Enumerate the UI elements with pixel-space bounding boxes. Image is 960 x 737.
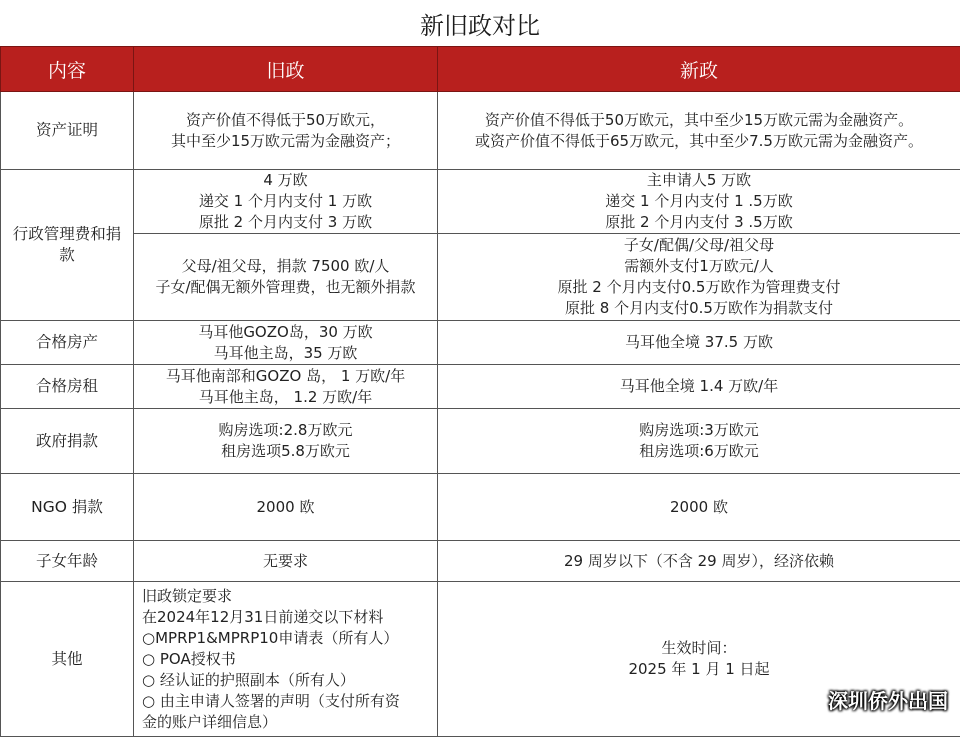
cell-line: ○ 经认证的护照副本（所有人）	[142, 670, 431, 691]
page-title: 新旧政对比	[0, 0, 960, 46]
cell-line: 29 周岁以下（不含 29 周岁），经济依赖	[444, 551, 954, 572]
cell-line: 马耳他全境 1.4 万欧/年	[444, 376, 954, 397]
cell-line: 原批 8 个月内支付0.5万欧作为捐款支付	[444, 298, 954, 319]
new-cell	[438, 474, 960, 541]
table-row	[1, 92, 960, 170]
old-cell	[134, 409, 438, 474]
header-row	[1, 47, 960, 92]
cell-line: 租房选项:6万欧元	[444, 441, 954, 462]
cell-line: 原批 2 个月内支付0.5万欧作为管理费支付	[444, 277, 954, 298]
table-row	[1, 321, 960, 365]
row-label: 政府捐款	[1, 409, 134, 474]
cell-line: 递交 1 个月内支付 1 万欧	[140, 191, 431, 212]
cell-line: 旧政锁定要求	[142, 586, 431, 607]
comparison-table	[0, 46, 960, 737]
cell-line: 父母/祖父母，捐款 7500 欧/人	[140, 256, 431, 277]
row-label: 子女年龄	[1, 541, 134, 582]
cell-line: 4 万欧	[140, 170, 431, 191]
cell-line: 主申请人5 万欧	[444, 170, 954, 191]
new-cell	[438, 409, 960, 474]
cell-line: 马耳他南部和GOZO 岛， 1 万欧/年	[140, 366, 431, 387]
header-content: 内容	[1, 47, 134, 92]
new-cell	[438, 92, 960, 170]
cell-line: 生效时间：	[444, 638, 954, 659]
watermark: 深圳侨外出国	[828, 685, 948, 714]
cell-line: 其中至少15万欧元需为金融资产；	[140, 131, 431, 152]
table-row	[1, 170, 960, 234]
cell-line: 子女/配偶无额外管理费，也无额外捐款	[140, 277, 431, 298]
new-cell	[438, 234, 960, 321]
cell-line: 购房选项:2.8万欧元	[140, 420, 431, 441]
new-cell	[438, 321, 960, 365]
old-cell	[134, 234, 438, 321]
cell-line: 资产价值不得低于50万欧元，	[140, 110, 431, 131]
row-label: 合格房产	[1, 321, 134, 365]
cell-line: 原批 2 个月内支付 3 万欧	[140, 212, 431, 233]
row-label: 合格房租	[1, 365, 134, 409]
header-new-policy: 新政	[438, 47, 960, 92]
cell-line: ○MPRP1&MPRP10申请表（所有人）	[142, 628, 431, 649]
cell-line: 子女/配偶/父母/祖父母	[444, 235, 954, 256]
cell-line: 租房选项5.8万欧元	[140, 441, 431, 462]
header-old-policy: 旧政	[134, 47, 438, 92]
cell-line: 原批 2 个月内支付 3 .5万欧	[444, 212, 954, 233]
cell-line: ○ 由主申请人签署的声明（支付所有资	[142, 691, 431, 712]
table-row	[1, 582, 960, 737]
cell-line: 2025 年 1 月 1 日起	[444, 659, 954, 680]
cell-line: 2000 欧	[140, 497, 431, 518]
old-cell	[134, 321, 438, 365]
cell-line: 在2024年12月31日前递交以下材料	[142, 607, 431, 628]
table-row	[1, 409, 960, 474]
new-cell	[438, 541, 960, 582]
row-label: NGO 捐款	[1, 474, 134, 541]
cell-line: 需额外支付1万欧元/人	[444, 256, 954, 277]
old-cell	[134, 170, 438, 234]
cell-line: 2000 欧	[444, 497, 954, 518]
old-cell	[134, 541, 438, 582]
cell-line: 购房选项:3万欧元	[444, 420, 954, 441]
old-cell	[134, 365, 438, 409]
cell-line: 资产价值不得低于50万欧元，其中至少15万欧元需为金融资产。	[444, 110, 954, 131]
cell-line: 或资产价值不得低于65万欧元，其中至少7.5万欧元需为金融资产。	[444, 131, 954, 152]
cell-line: 马耳他主岛， 1.2 万欧/年	[140, 387, 431, 408]
table-row	[1, 541, 960, 582]
new-cell	[438, 365, 960, 409]
row-label: 其他	[1, 582, 134, 737]
old-cell	[134, 474, 438, 541]
table-row	[1, 365, 960, 409]
cell-line: ○ POA授权书	[142, 649, 431, 670]
cell-line: 递交 1 个月内支付 1 .5万欧	[444, 191, 954, 212]
row-label: 资产证明	[1, 92, 134, 170]
old-cell	[134, 582, 438, 737]
new-cell	[438, 170, 960, 234]
cell-line: 马耳他GOZO岛，30 万欧	[140, 322, 431, 343]
table-row	[1, 474, 960, 541]
row-label: 行政管理费和捐款	[1, 170, 134, 321]
cell-line: 无要求	[140, 551, 431, 572]
table-row	[1, 234, 960, 321]
cell-line: 金的账户详细信息）	[142, 712, 431, 733]
old-cell	[134, 92, 438, 170]
cell-line: 马耳他主岛，35 万欧	[140, 343, 431, 364]
cell-line: 马耳他全境 37.5 万欧	[444, 332, 954, 353]
